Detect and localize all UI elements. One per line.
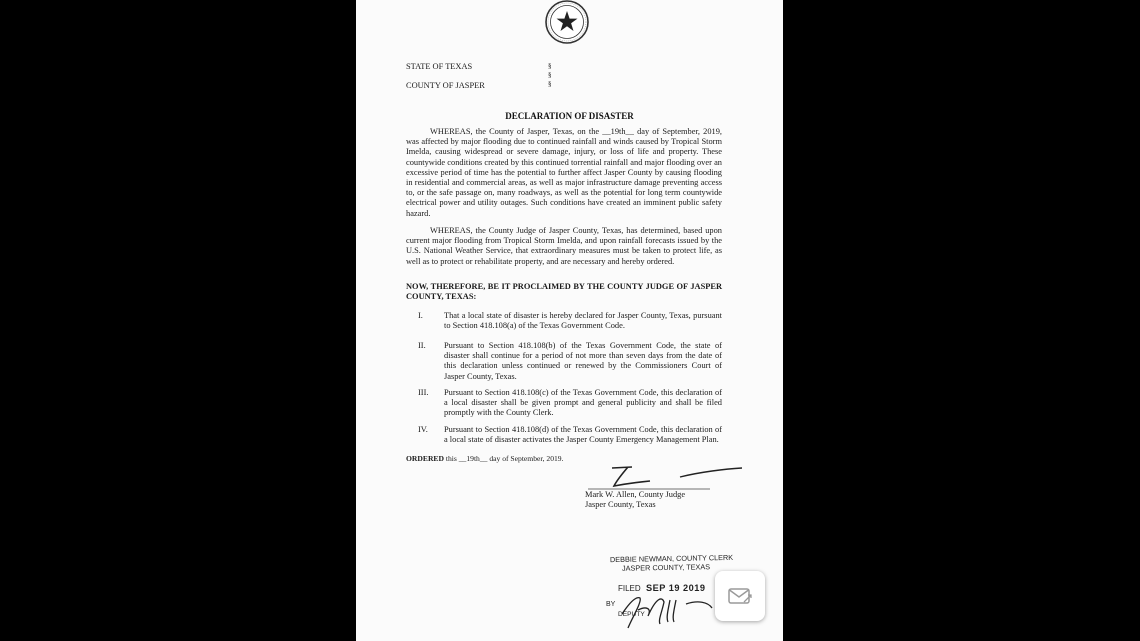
item-text: That a local state of disaster is hereby declared for Jasper County, Texas, pursuant to Section 418.108(a) of the Texas Government Code. (444, 311, 722, 331)
item-number: I. (418, 311, 423, 320)
section-mark: § (548, 80, 552, 89)
judge-signature (580, 460, 750, 494)
whereas-paragraph-1: WHEREAS, the County of Jasper, Texas, on the __19th__ day of September, 2019, was affected by major flooding due to continued rainfall and winds caused by Tropical Storm Imelda, causing widespread or severe damage, injury, or loss of life and property. These countywide conditions created by this continued torrential rainfall and major flooding over an excessive period of time has the potential to further affect Jasper County by causing flooding in residential and commercial areas, as well as major infrastructure damage preventing access to, or the safe passage on, many roadways, as well as the potential for long term countywide electrical power and utility outages. Such conditions have created an imminent public safety hazard. (406, 127, 722, 218)
proclamation-heading: NOW, THEREFORE, BE IT PROCLAIMED BY THE COUNTY JUDGE OF JASPER COUNTY, TEXAS: (406, 282, 722, 302)
signer-place: Jasper County, Texas (585, 500, 656, 509)
item-number: III. (418, 388, 429, 397)
by-label: BY (606, 601, 616, 608)
mail-button[interactable] (715, 571, 765, 621)
state-line: STATE OF TEXAS (406, 62, 473, 71)
section-mark: § (548, 62, 552, 70)
ordered-text: this __19th__ day of September, 2019. (445, 454, 564, 463)
item-text: Pursuant to Section 418.108(c) of the Texas Government Code, this declaration of a local disaster shall be given prompt and general publicity and shall be filed promptly with the County Clerk. (444, 388, 722, 418)
item-text: Pursuant to Section 418.108(b) of the Texas Government Code, the state of disaster shall continue for a period of not more than seven days from the date of this declaration unless continued or renewed by the Commissioners Court of Jasper County, Texas. (444, 341, 722, 381)
section-marks (548, 62, 556, 90)
county-seal-icon (542, 0, 592, 46)
ordered-line (406, 454, 564, 464)
mail-icon (727, 585, 753, 607)
item-text: Pursuant to Section 418.108(d) of the Texas Government Code, this declaration of a local state of disaster activates the Jasper County Emergency Management Plan. (444, 425, 722, 445)
deputy-label: DEPUTY (618, 611, 645, 618)
item-number: II. (418, 341, 426, 350)
clerk-name: DEBBIE NEWMAN, COUNTY CLERK (609, 552, 734, 565)
filed-label: FILED (618, 584, 641, 593)
deputy-signature (612, 588, 722, 634)
ordered-label: ORDERED (406, 454, 444, 463)
document-title: DECLARATION OF DISASTER (505, 111, 634, 121)
signer-name: Mark W. Allen, County Judge (585, 490, 686, 499)
filed-date: SEP 19 2019 (646, 583, 706, 593)
clerk-county: JASPER COUNTY, TEXAS (621, 562, 711, 573)
item-number: IV. (418, 425, 428, 434)
whereas-paragraph-2: WHEREAS, the County Judge of Jasper County, Texas, has determined, based upon current major flooding from Tropical Storm Imelda, and upon rainfall forecasts issued by the U.S. National Weather Service, that extraordinary measures must be taken to protect life, as well as to protect or rehabilitate property, and are necessary and hereby ordered. (406, 226, 722, 266)
section-mark: § (548, 71, 552, 80)
county-line: COUNTY OF JASPER (406, 81, 485, 90)
